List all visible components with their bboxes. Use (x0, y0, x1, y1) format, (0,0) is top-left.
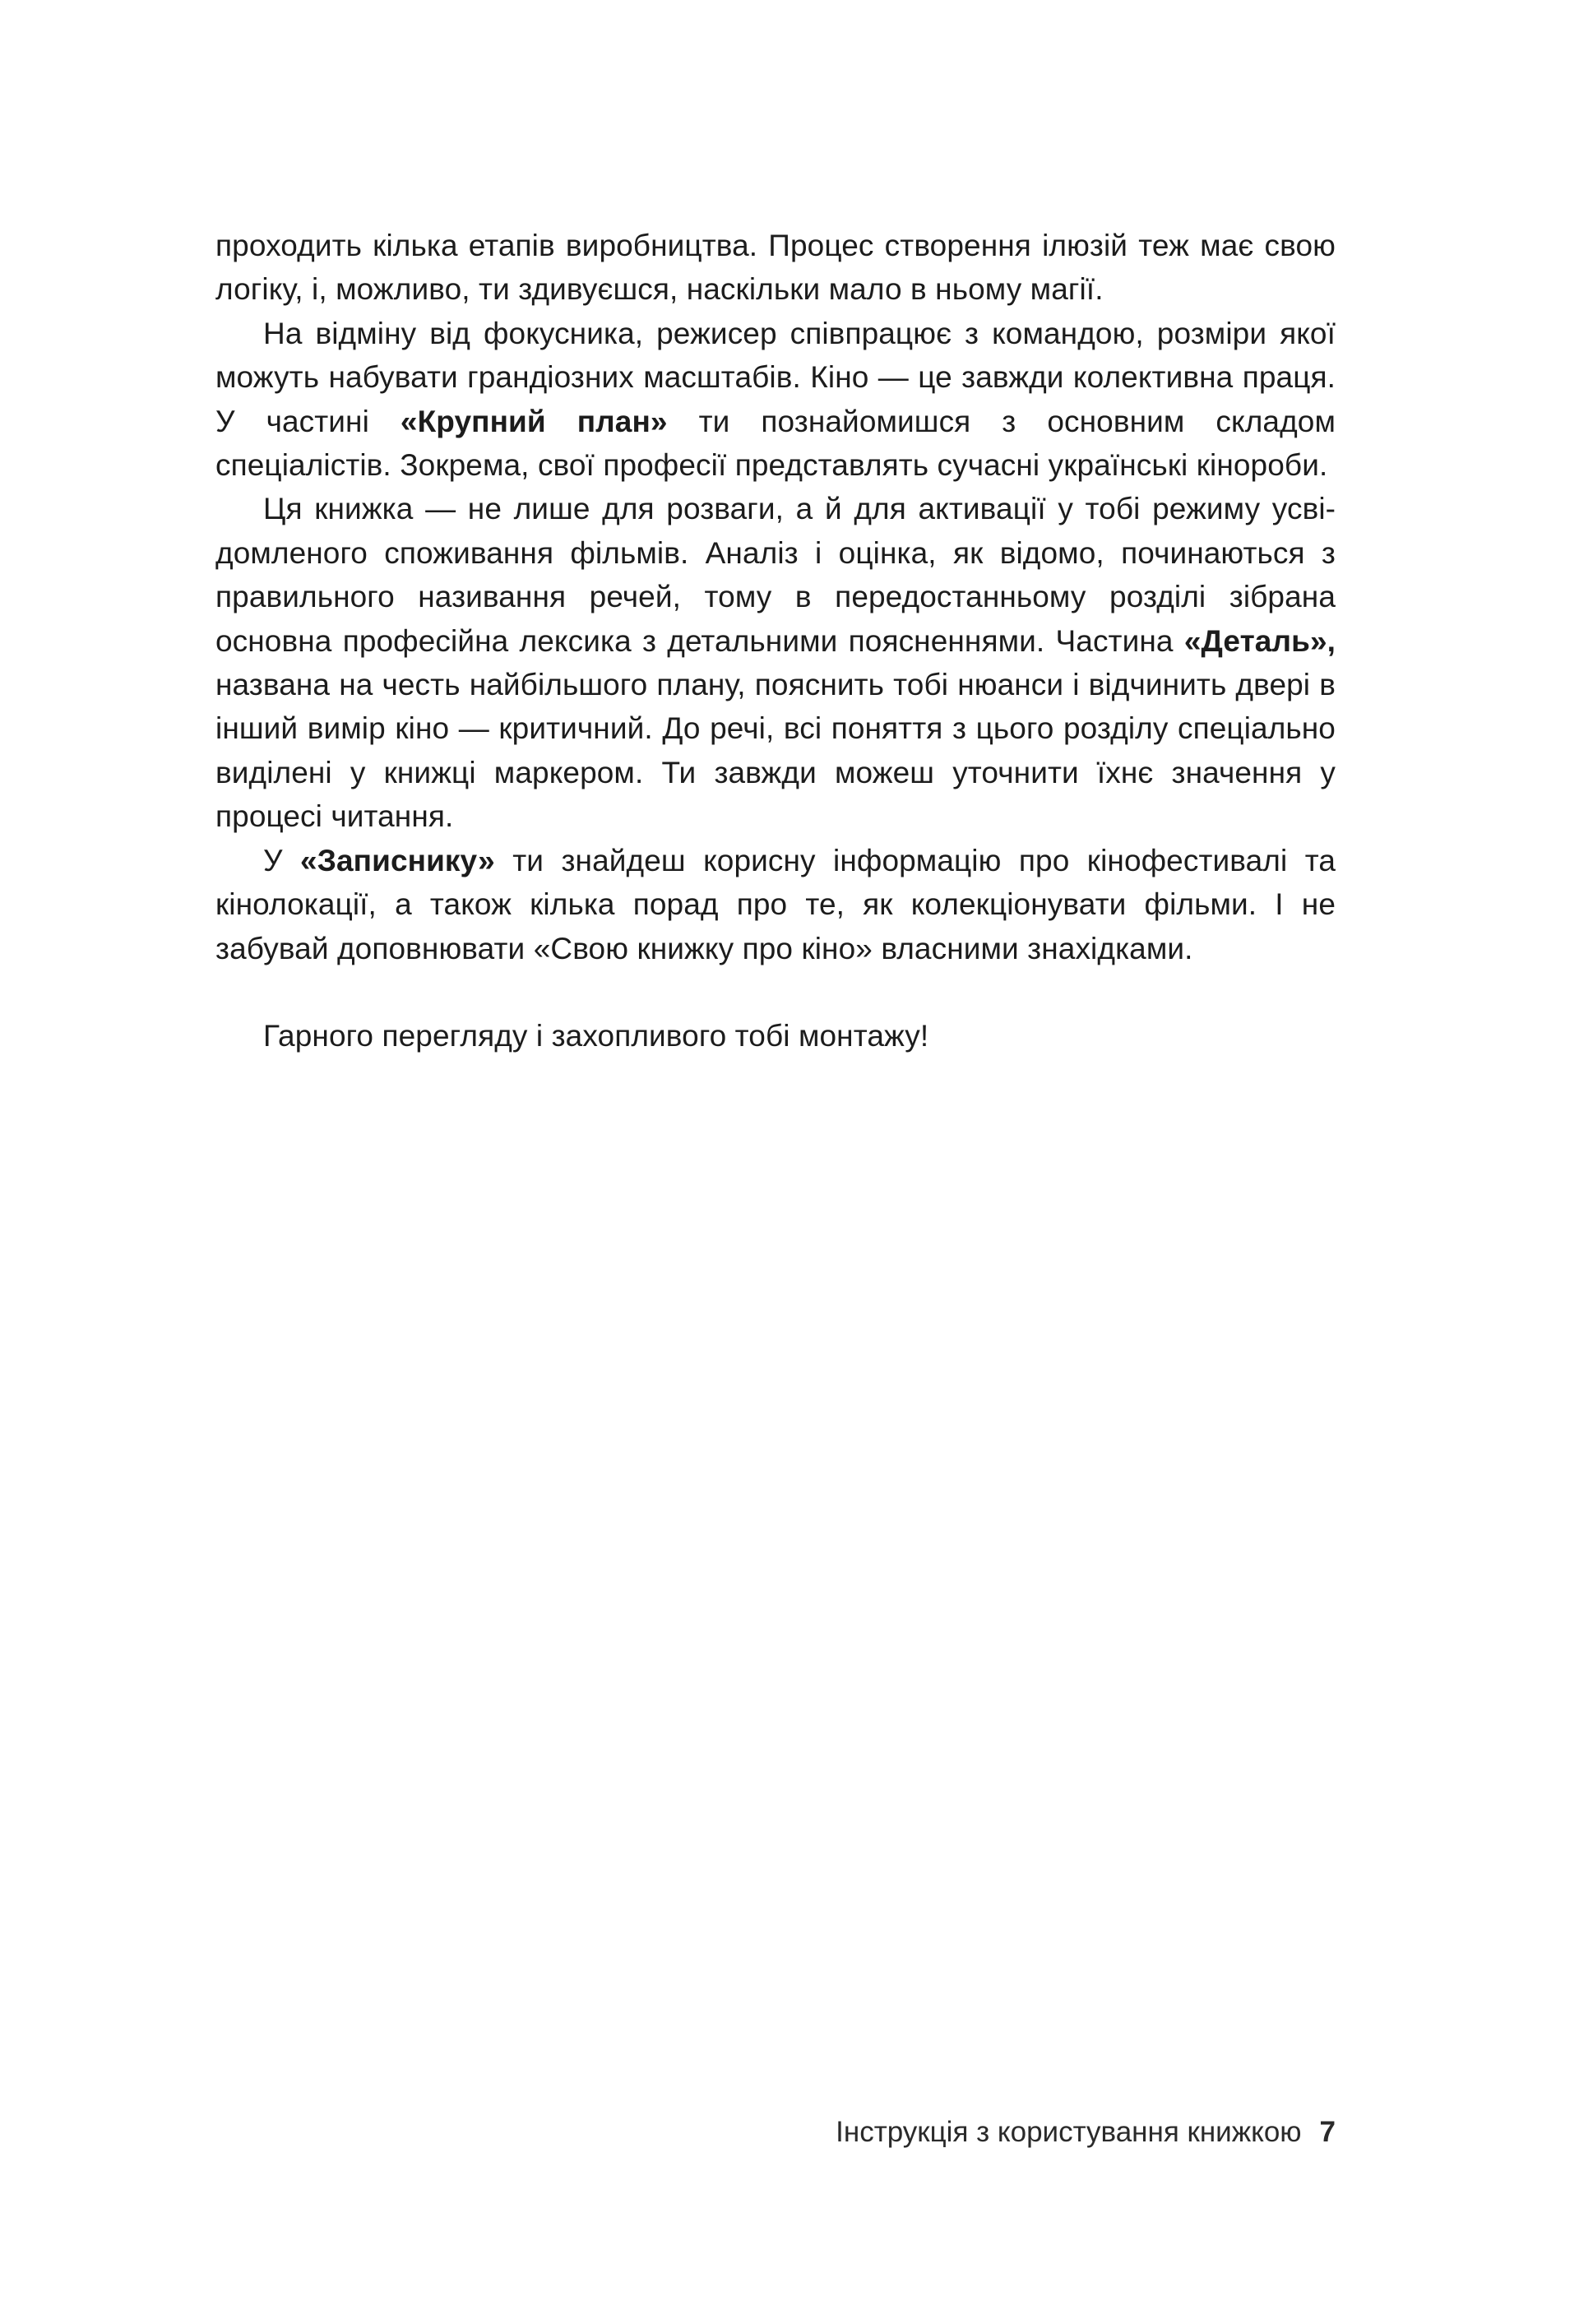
running-title: Інструкція з користування книжкою (836, 2116, 1302, 2148)
paragraph-4 (215, 839, 1336, 970)
closing-line (215, 1014, 1336, 1058)
paragraph-4-text-a: У (263, 843, 301, 877)
paragraph-2 (215, 312, 1336, 488)
paragraph-2-text-c: ти познайомишся з основним складом спеціалістів. Зокрема, свої професії представлять сучасні українські кінороби. (215, 404, 1336, 483)
section-name-close-up: «Крупний план» (400, 404, 668, 438)
section-name-detail: «Деталь», (1183, 623, 1336, 658)
page-footer (836, 2114, 1336, 2150)
paragraph-3-text-c: названа на честь найбільшого плану, пояснить тобі нюанси і відчинить двері в інший вимір кіно — критичний. До речі, всі поняття з цього розділу спеціально виділені у книжці маркером. Ти завжди можеш уточнити їхнє значення у процесі читання. (215, 668, 1336, 834)
paragraph-1-text: проходить кілька етапів виробництва. Процес створення ілюзій теж має свою логіку, і, можливо, ти здивуєшся, наскільки мало в ньому магії. (215, 229, 1336, 307)
paragraph-3-text-a: Ця книжка — не лише для розваги, а й для активації у тобі режиму усвідомленого споживання фільмів. Аналіз і оцінка, як відомо, починаються з правильного називання речей, тому в передостанньому розділі зібрана основна професійна лексика з детальними поясненнями. Частина (215, 492, 1336, 658)
section-name-notebook: «Записнику» (300, 843, 495, 877)
closing-line-text: Гарного перегляду і захопливого тобі монтажу! (263, 1018, 929, 1053)
paragraph-1 (215, 224, 1336, 312)
body-text (215, 224, 1336, 1058)
page-number: 7 (1319, 2116, 1336, 2148)
paragraph-2-text-a: На відміну від фокусника, режисер співпрацює з командою, розміри якої можуть набувати грандіозних масштабів. Кіно — це завжди колективна праця. У частині (215, 316, 1336, 438)
paragraph-3 (215, 487, 1336, 838)
paragraph-4-text-c: ти знайдеш корисну інформацію про кінофестивалі та кінолокації, а також кілька порад про те, як колекціонувати фільми. І не забувай доповнювати «Свою книжку про кіно» власними знахідками. (215, 843, 1336, 965)
